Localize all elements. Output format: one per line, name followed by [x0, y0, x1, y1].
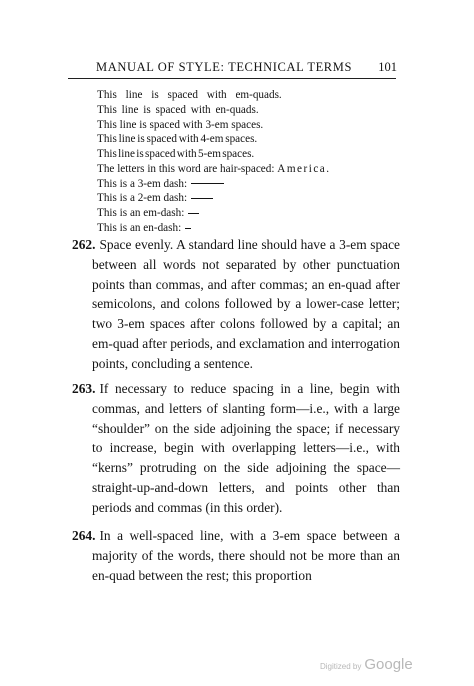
header-rule: [68, 78, 396, 79]
paragraph-text: Space evenly. A standard line should have a 3-em space between all words not separated by other punctuation points than commas, and after commas; an en-quad after semicolons, and colons followed by a lower-case letter; two 3-em spaces after colons followed by a capital; an em-quad after periods, and exclamation and interrogation points, concluding a sentence.: [92, 237, 400, 371]
rule-paragraph-264: [72, 526, 400, 585]
hair-spaced-word: America.: [277, 162, 331, 175]
page-number: 101: [378, 60, 397, 74]
dash-example: [97, 221, 397, 236]
running-head-title: MANUAL OF STYLE: TECHNICAL TERMS: [96, 60, 353, 74]
example-line: This line is spaced with en-quads.: [97, 103, 259, 116]
example-line: This line is spaced with 4-em spaces.: [97, 133, 258, 146]
dash-label: This is a 3-em dash:: [97, 177, 188, 190]
paragraph-text: If necessary to reduce spacing in a line, begin with commas, and letters of slanting form—i.e., with a large “shoulder” on the side adjoining the space; if necessary to increase, begin with overlapping letters—i.e., with “kerns” protruding on the side adjoining the space—straight-up-and-down letters, and points other than periods and commas (in this order).: [92, 381, 400, 515]
google-logo: Google: [364, 656, 413, 673]
paragraph-number: 263.: [72, 381, 96, 396]
paragraph-number: 262.: [72, 237, 96, 252]
example-line: [97, 162, 397, 177]
dash-example: [97, 206, 397, 221]
dash-example: [97, 191, 397, 206]
digitized-watermark: [320, 656, 413, 674]
three-em-dash: [191, 183, 224, 184]
paragraph-number: 264.: [72, 528, 96, 543]
spacing-examples: [97, 88, 397, 236]
example-line: This line is spaced with em-quads.: [97, 89, 282, 101]
two-em-dash: [191, 198, 213, 199]
dash-label: This is an em-dash:: [97, 207, 185, 219]
rule-paragraph-262: [72, 235, 400, 374]
rule-paragraph-263: [72, 379, 400, 518]
em-dash: [188, 213, 199, 214]
dash-label: This is a 2-em dash:: [97, 192, 188, 205]
dash-example: [97, 177, 397, 192]
example-line: This line is spaced with 3-em spaces.: [97, 118, 264, 131]
en-dash: [185, 228, 191, 229]
example-line: This line is spaced with 5-em spaces.: [97, 148, 255, 160]
watermark-small-text: Digitized by: [320, 662, 362, 671]
paragraph-text: In a well-spaced line, with a 3-em space between a majority of the words, there should not be more than an en-quad between the rest; this proportion: [92, 528, 400, 583]
hair-space-label: The letters in this word are hair-spaced:: [97, 162, 275, 175]
dash-label: This is an en-dash:: [97, 221, 182, 234]
running-header: [96, 60, 397, 80]
